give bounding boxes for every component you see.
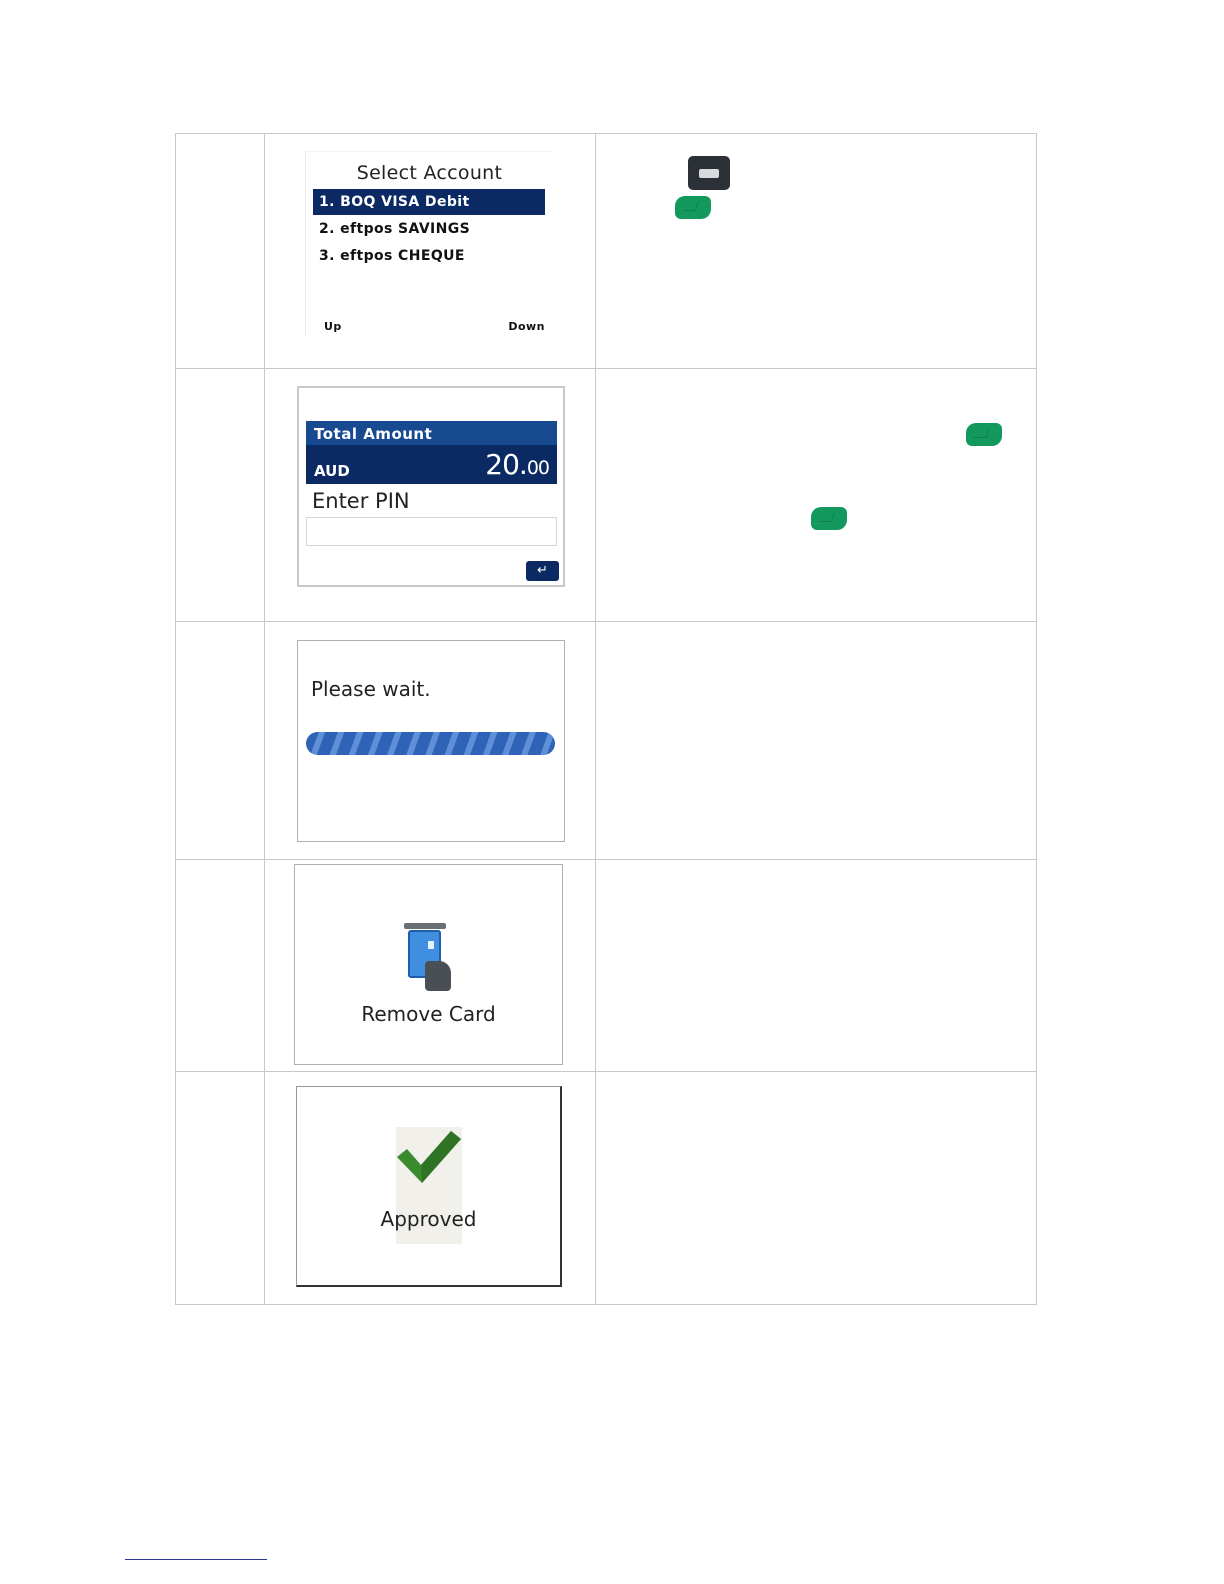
step-cell [176,134,265,369]
enter-key-icon [966,423,1002,446]
currency-label: AUD [314,462,350,480]
screen-cell [265,1072,596,1305]
approved-text: Approved [380,1207,477,1231]
instruction-cell [596,860,1037,1072]
amount-value: 20.00 [485,448,549,481]
account-option-visa-debit[interactable]: 1. BOQ VISA Debit [313,189,545,215]
enter-softkey[interactable]: ↵ [526,561,559,581]
please-wait-screen [297,640,565,842]
step-cell [176,622,265,860]
remove-card-text: Remove Card [361,1002,496,1026]
enter-pin-prompt: Enter PIN [312,489,410,513]
hand-icon [425,961,451,991]
select-account-screen [305,151,553,337]
progress-bar [306,732,555,755]
instruction-cell [596,1072,1037,1305]
screen-title: Select Account [356,162,503,184]
instruction-table [175,133,1037,1305]
screen-cell [265,369,596,622]
step-cell [176,1072,265,1305]
scroll-key-icon [688,156,730,190]
screen-cell [265,134,596,369]
step-cell [176,369,265,622]
up-softkey[interactable]: Up [324,320,342,333]
account-option-cheque[interactable]: 3. eftpos CHEQUE [319,248,465,264]
approved-screen [296,1086,562,1287]
please-wait-text: Please wait. [311,677,431,701]
screen-cell [265,622,596,860]
account-option-savings[interactable]: 2. eftpos SAVINGS [319,221,471,237]
step-cell [176,860,265,1072]
instruction-cell [596,369,1037,622]
down-softkey[interactable]: Down [508,320,545,333]
enter-key-icon [811,507,847,530]
instruction-cell [596,622,1037,860]
pin-input[interactable] [306,517,557,546]
screen-cell [265,860,596,1072]
enter-key-icon [675,196,711,219]
card-slot-icon [404,923,446,929]
amount-header [306,421,557,484]
checkmark-icon [395,1127,463,1185]
remove-card-screen [294,864,563,1065]
instruction-cell [596,134,1037,369]
total-amount-label: Total Amount [314,425,433,443]
pin-entry-screen [297,386,565,587]
footnote-separator [125,1559,267,1560]
